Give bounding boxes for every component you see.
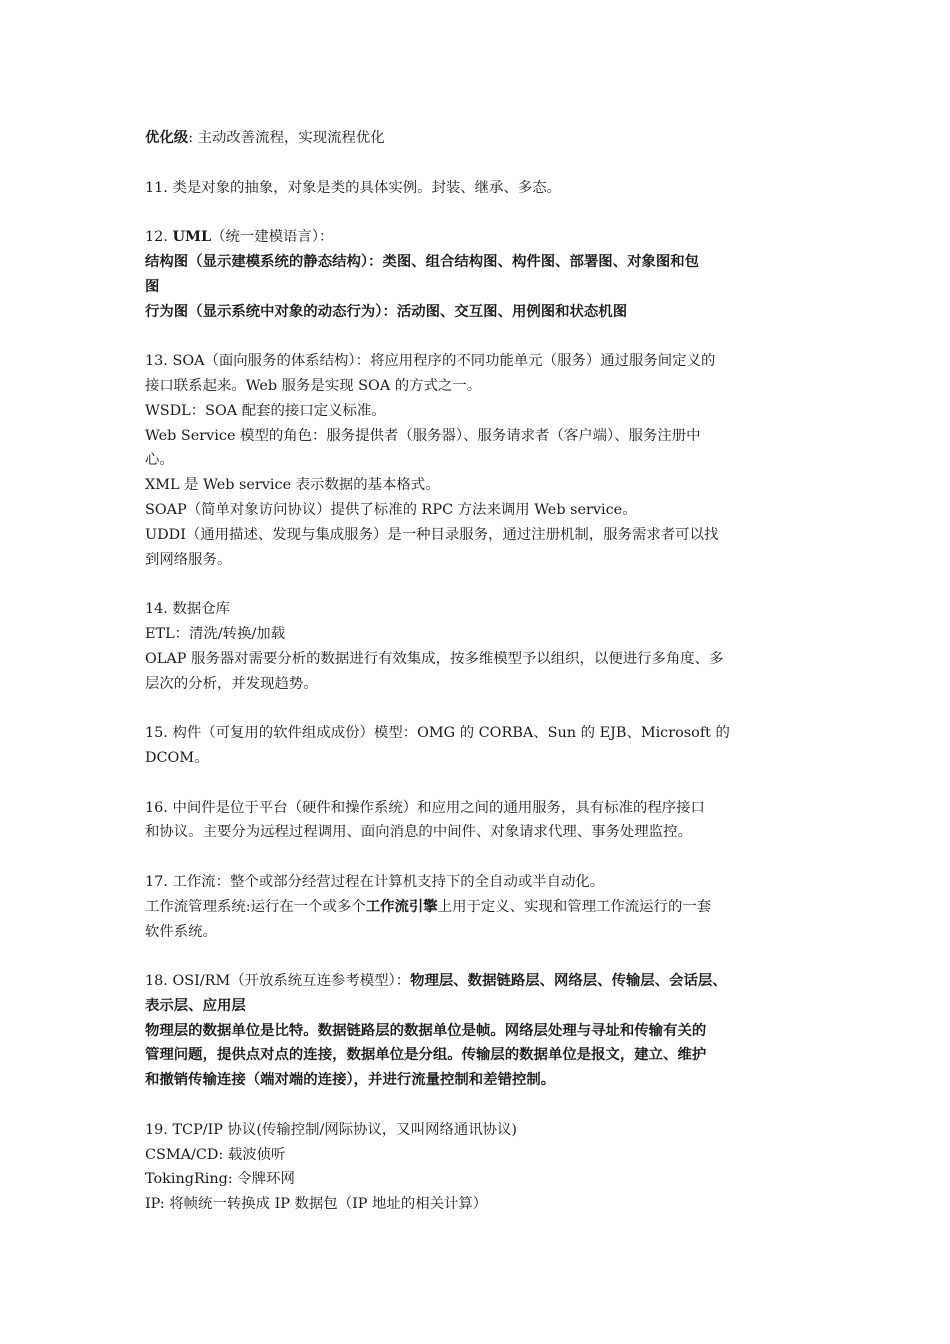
bold-text-segment: 物理层、数据链路层、网络层、传输层、会话层、	[410, 972, 727, 990]
text-segment: 18. OSI/RM（开放系统互连参考模型）：	[145, 973, 411, 990]
text-line	[145, 300, 810, 325]
text-line	[145, 176, 810, 201]
text-line	[145, 622, 810, 647]
text-segment: 17. 工作流：整个或部分经营过程在计算机支持下的全自动或半自动化。	[145, 873, 605, 890]
text-segment: IP: 将帧统一转换成 IP 数据包（IP 地址的相关计算）	[145, 1196, 488, 1213]
text-line	[145, 969, 810, 994]
text-segment: TokingRing: 令牌环网	[145, 1171, 295, 1188]
bold-text-segment: 物理层的数据单位是比特。数据链路层的数据单位是帧。网络层处理与寻址和传输有关的	[145, 1021, 707, 1039]
text-segment: 层次的分析，并发现趋势。	[145, 675, 318, 692]
text-segment: 上用于定义、实现和管理工作流运行的一套	[437, 898, 712, 915]
text-line	[145, 1167, 810, 1192]
text-line	[145, 796, 810, 821]
text-line	[145, 870, 810, 895]
text-line	[145, 275, 810, 300]
text-line	[145, 126, 810, 151]
bold-text-segment: UML	[172, 228, 212, 246]
text-line	[145, 672, 810, 697]
blank-line	[145, 572, 810, 597]
text-segment: 12.	[145, 229, 173, 246]
text-line	[145, 399, 810, 424]
text-line	[145, 895, 810, 920]
blank-line	[145, 324, 810, 349]
text-line	[145, 746, 810, 771]
bold-text-segment: 工作流引擎	[365, 897, 438, 915]
text-line	[145, 349, 810, 374]
text-segment: 13. SOA（面向服务的体系结构）：将应用程序的不同功能单元（服务）通过服务间定义的	[145, 353, 716, 370]
text-segment: CSMA/CD: 载波侦听	[145, 1146, 286, 1163]
blank-line	[145, 771, 810, 796]
text-line	[145, 1192, 810, 1217]
text-segment: 接口联系起来。Web 服务是实现 SOA 的方式之一。	[145, 377, 482, 394]
text-line	[145, 1118, 810, 1143]
text-line	[145, 994, 810, 1019]
bold-text-segment: 优化级	[145, 129, 189, 146]
blank-line	[145, 944, 810, 969]
document-body	[145, 126, 810, 1217]
blank-line	[145, 845, 810, 870]
text-segment: 软件系统。	[145, 923, 217, 940]
text-segment: 19. TCP/IP 协议(传输控制/网际协议，又叫网络通讯协议)	[145, 1121, 518, 1138]
text-segment: （统一建模语言）：	[211, 229, 334, 246]
blank-line	[145, 151, 810, 176]
blank-line	[145, 1093, 810, 1118]
text-segment: 到网络服务。	[145, 551, 232, 568]
bold-text-segment: 表示层、应用层	[145, 996, 246, 1014]
blank-line	[145, 200, 810, 225]
bold-text-segment: 结构图（显示建模系统的静态结构）：类图、组合结构图、构件图、部署图、对象图和包	[145, 252, 700, 270]
bold-text-segment: 和撤销传输连接（端对端的连接），并进行流量控制和差错控制。	[145, 1071, 556, 1089]
text-line	[145, 250, 810, 275]
text-segment: 16. 中间件是位于平台（硬件和操作系统）和应用之间的通用服务，具有标准的程序接口	[145, 799, 705, 816]
text-segment: 14. 数据仓库	[145, 601, 231, 618]
blank-line	[145, 696, 810, 721]
text-line	[145, 374, 810, 399]
text-line	[145, 498, 810, 523]
text-segment: : 主动改善流程，实现流程优化	[188, 130, 385, 146]
text-segment: 11. 类是对象的抽象，对象是类的具体实例。封装、继承、多态。	[145, 179, 562, 196]
text-line	[145, 424, 810, 449]
text-segment: 和协议。主要分为远程过程调用、面向消息的中间件、对象请求代理、事务处理监控。	[145, 824, 692, 841]
text-line	[145, 548, 810, 573]
text-line	[145, 1068, 810, 1093]
text-segment: WSDL：SOA 配套的接口定义标准。	[145, 402, 386, 419]
text-segment: Web Service 模型的角色：服务提供者（服务器）、服务请求者（客户端）、服务注册中	[145, 427, 701, 444]
bold-text-segment: 管理问题，提供点对点的连接，数据单位是分组。传输层的数据单位是报文，建立、维护	[145, 1046, 707, 1064]
text-segment: ETL：清洗/转换/加载	[145, 625, 286, 642]
text-line	[145, 597, 810, 622]
bold-text-segment: 图	[145, 277, 160, 295]
text-line	[145, 225, 810, 250]
text-segment: OLAP 服务器对需要分析的数据进行有效集成，按多维模型予以组织，以便进行多角度、多	[145, 650, 724, 667]
text-line	[145, 448, 810, 473]
text-segment: XML 是 Web service 表示数据的基本格式。	[145, 477, 440, 494]
text-segment: 工作流管理系统:运行在一个或多个	[145, 898, 366, 915]
text-line	[145, 523, 810, 548]
text-segment: UDDI（通用描述、发现与集成服务）是一种目录服务，通过注册机制，服务需求者可以找	[145, 526, 719, 543]
text-segment: 心。	[145, 452, 174, 469]
bold-text-segment: 行为图（显示系统中对象的动态行为）：活动图、交互图、用例图和状态机图	[145, 302, 628, 320]
text-line	[145, 1143, 810, 1168]
text-segment: SOAP（简单对象访问协议）提供了标准的 RPC 方法来调用 Web service。	[145, 501, 637, 518]
text-segment: DCOM。	[145, 749, 209, 766]
text-line	[145, 1043, 810, 1068]
text-line	[145, 920, 810, 945]
text-line	[145, 820, 810, 845]
text-line	[145, 473, 810, 498]
text-line	[145, 721, 810, 746]
text-line	[145, 1019, 810, 1044]
text-line	[145, 647, 810, 672]
text-segment: 15. 构件（可复用的软件组成成份）模型：OMG 的 CORBA、Sun 的 EJB、Microsoft 的	[145, 725, 730, 742]
